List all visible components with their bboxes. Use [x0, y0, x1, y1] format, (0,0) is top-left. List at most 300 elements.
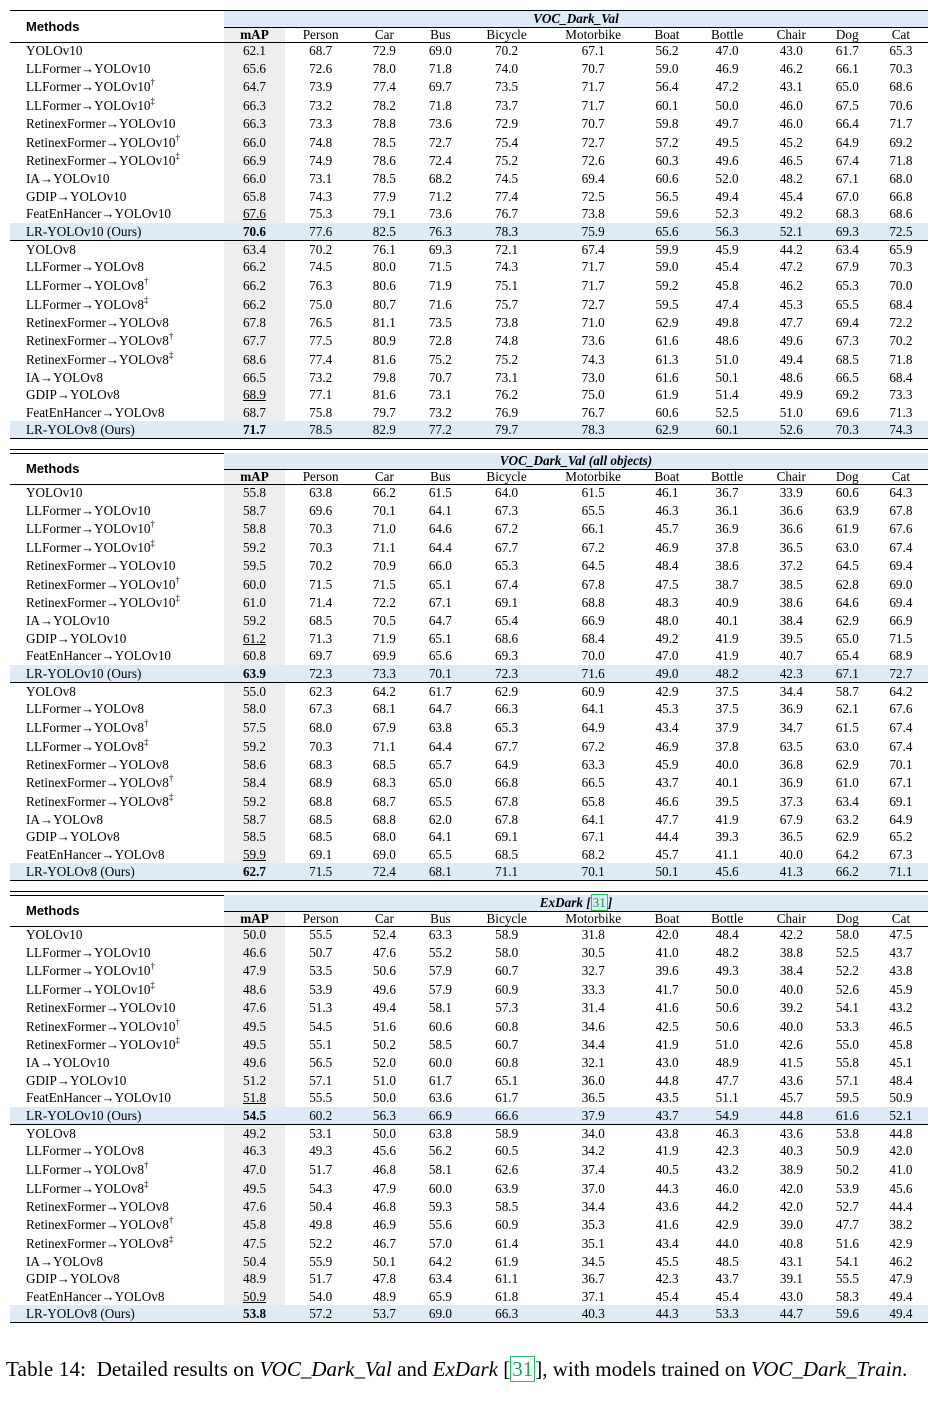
ap-value-dog: 61.5	[835, 719, 859, 735]
map-value: 49.5	[242, 1018, 267, 1034]
ap-value-bicycle: 70.2	[468, 42, 544, 59]
method-variant-mark: †	[143, 1159, 149, 1170]
ap-value-dog: 66.5	[835, 369, 859, 385]
ap-value-cat: 69.4	[889, 595, 913, 611]
ap-value-bottle: 46.0	[715, 1180, 739, 1196]
ap-value-bottle: 52.3	[715, 206, 739, 222]
map-value-cell	[224, 223, 285, 241]
ap-value-person: 78.5	[285, 421, 356, 439]
ap-value-bicycle: 74.8	[495, 333, 519, 349]
ap-value-bottle: 51.0	[715, 351, 739, 367]
method-name-cell	[10, 846, 224, 864]
ap-value-person: 68.7	[285, 42, 356, 59]
ap-value-dog: 64.2	[835, 846, 859, 862]
ap-value-chair: 49.9	[779, 387, 803, 403]
ap-value-bus: 73.2	[428, 404, 452, 420]
ap-value-car: 80.9	[372, 333, 396, 349]
column-header-bottle: Bottle	[710, 468, 744, 484]
ap-value-car: 48.9	[372, 1288, 396, 1304]
map-value-cell	[224, 612, 285, 630]
ap-value-car: 45.6	[372, 1143, 396, 1159]
ap-value-chair: 44.7	[762, 1305, 821, 1323]
map-value-cell	[224, 943, 285, 961]
ap-value-boat: 44.3	[642, 1305, 693, 1323]
ap-value-motorbike: 34.4	[581, 1037, 605, 1053]
ap-value-bicycle: 65.3	[495, 558, 519, 574]
ap-value-chair: 43.0	[779, 1288, 803, 1304]
ap-value-bus: 56.2	[428, 1143, 452, 1159]
ap-value-bicycle: 63.9	[495, 1180, 519, 1196]
ap-value-bicycle: 75.7	[495, 296, 519, 312]
method-name: FeatEnHancer→YOLOv10	[26, 648, 172, 664]
ap-value-car: 68.7	[372, 793, 396, 809]
table-row	[10, 188, 928, 206]
ap-value-car: 77.4	[372, 79, 396, 95]
ap-value-cat: 44.4	[889, 1198, 913, 1214]
ap-value-boat: 47.0	[655, 648, 679, 664]
ap-value-car: 73.3	[356, 665, 412, 683]
ap-value-bus: 65.6	[428, 648, 452, 664]
table-row	[10, 96, 928, 115]
map-value: 48.9	[242, 1271, 267, 1287]
ap-value-car: 47.8	[372, 1271, 396, 1287]
method-variant-mark: †	[175, 574, 180, 585]
ap-value-boat: 43.5	[655, 1090, 679, 1106]
ap-value-motorbike: 37.1	[581, 1288, 605, 1304]
ap-value-bus: 57.0	[428, 1235, 452, 1251]
ap-value-chair: 37.2	[779, 558, 803, 574]
ap-value-boat: 43.4	[655, 719, 679, 735]
method-name-cell	[10, 350, 224, 369]
map-value: 50.9	[242, 1288, 267, 1304]
column-header-car: Car	[374, 26, 394, 42]
ap-value-dog: 68.5	[835, 351, 859, 367]
ap-value-dog: 66.2	[821, 863, 874, 881]
ap-value-cat: 72.2	[889, 314, 913, 330]
method-name-cell	[10, 1017, 224, 1035]
ap-value-chair: 42.2	[762, 926, 821, 943]
ap-value-cat: 65.9	[874, 240, 928, 257]
map-value-cell	[224, 756, 285, 774]
ap-value-chair: 41.3	[762, 863, 821, 881]
method-name: YOLOv8	[26, 683, 76, 699]
ap-value-person: 71.5	[285, 863, 356, 881]
section-citation-link[interactable]: 31	[592, 895, 606, 911]
ap-value-bottle: 40.9	[715, 595, 739, 611]
section-title-row	[10, 895, 928, 911]
ap-value-cat: 45.8	[889, 1037, 913, 1053]
results-table-section	[10, 895, 928, 1323]
section-title: ExDark [ 31 ]	[224, 895, 928, 911]
map-value-cell	[224, 295, 285, 314]
ap-value-person: 72.3	[285, 665, 356, 683]
map-value-cell	[224, 926, 285, 943]
map-value: 58.8	[242, 521, 267, 537]
ap-value-motorbike: 37.0	[581, 1180, 605, 1196]
ap-value-bottle: 51.4	[715, 387, 739, 403]
table-row	[10, 557, 928, 575]
method-name-cell	[10, 1142, 224, 1160]
method-name: LR-YOLOv10 (Ours)	[26, 665, 142, 681]
map-header: mAP	[224, 469, 285, 484]
ap-value-chair: 46.2	[779, 277, 803, 293]
ap-value-dog: 62.9	[835, 756, 859, 772]
method-variant-mark: ‡	[143, 1178, 149, 1189]
table-row	[10, 151, 928, 170]
method-name-cell	[10, 1035, 224, 1054]
table-row	[10, 575, 928, 593]
ap-value-boat: 46.3	[655, 502, 679, 518]
ap-value-motorbike: 37.9	[545, 1107, 642, 1125]
ap-value-bottle: 43.7	[715, 1271, 739, 1287]
map-value-cell	[224, 404, 285, 422]
ap-value-car: 77.9	[372, 188, 396, 204]
ap-value-boat: 59.0	[655, 60, 679, 76]
ap-value-person: 68.5	[309, 829, 333, 845]
ap-value-chair: 52.1	[762, 223, 821, 241]
ap-value-bicycle: 62.6	[495, 1161, 519, 1177]
method-name-cell	[10, 386, 224, 404]
method-name: FeatEnHancer→YOLOv8	[26, 404, 165, 420]
ap-value-car: 76.1	[356, 240, 412, 257]
method-name-cell	[10, 295, 224, 314]
ap-value-chair: 34.4	[762, 682, 821, 699]
map-header: mAP	[224, 911, 285, 926]
ap-value-chair: 38.4	[779, 613, 803, 629]
ap-value-bus: 71.2	[428, 188, 452, 204]
ap-value-bicycle: 76.9	[495, 404, 519, 420]
ap-value-boat: 46.9	[655, 738, 679, 754]
ap-value-boat: 39.6	[655, 963, 679, 979]
ap-value-bus: 68.2	[428, 171, 452, 187]
ap-value-bottle: 54.9	[693, 1107, 762, 1125]
method-name-cell	[10, 1215, 224, 1233]
ap-value-bicycle: 61.7	[495, 1090, 519, 1106]
ap-value-chair: 46.0	[779, 98, 803, 114]
ap-value-dog: 59.6	[821, 1305, 874, 1323]
ap-value-car: 78.5	[372, 171, 396, 187]
method-variant-mark: ‡	[175, 1035, 180, 1046]
ap-value-bus: 72.8	[428, 333, 452, 349]
ap-value-bicycle: 58.9	[468, 1124, 544, 1141]
section-title-row	[10, 11, 928, 27]
ap-value-chair: 39.5	[779, 630, 803, 646]
ap-value-boat: 59.5	[655, 296, 679, 312]
ap-value-bottle: 49.8	[715, 314, 739, 330]
ap-value-bicycle: 67.8	[495, 811, 519, 827]
ap-value-boat: 60.3	[655, 153, 679, 169]
ap-value-car: 82.9	[356, 421, 412, 439]
ap-value-chair: 42.6	[779, 1037, 803, 1053]
ap-value-boat: 45.3	[655, 701, 679, 717]
ap-value-cat: 44.8	[874, 1124, 928, 1141]
caption-text: [	[497, 1357, 511, 1381]
map-value-cell	[224, 42, 285, 59]
map-value: 70.6	[242, 223, 267, 239]
map-value-cell	[224, 386, 285, 404]
method-name-cell	[10, 258, 224, 276]
ap-value-bicycle: 66.6	[468, 1107, 544, 1125]
ap-value-bus: 69.0	[412, 42, 468, 59]
ap-value-car: 71.1	[372, 738, 396, 754]
ap-value-dog: 50.2	[835, 1161, 859, 1177]
ap-value-boat: 45.5	[655, 1253, 679, 1269]
ap-value-car: 50.0	[372, 1090, 396, 1106]
ap-value-bicycle: 58.0	[495, 944, 519, 960]
ap-value-boat: 43.7	[655, 775, 679, 791]
ap-value-chair: 36.6	[779, 521, 803, 537]
method-name-cell	[10, 520, 224, 539]
ap-value-cat: 41.0	[889, 1161, 913, 1177]
method-name: RetinexFormer→YOLOv10	[26, 134, 176, 150]
ap-value-bus: 64.4	[428, 738, 452, 754]
map-value: 64.7	[242, 79, 267, 95]
ap-value-person: 69.7	[309, 648, 333, 664]
ap-value-boat: 42.3	[655, 1271, 679, 1287]
table-row	[10, 718, 928, 737]
ap-value-bus: 64.1	[428, 502, 452, 518]
method-name: LLFormer→YOLOv8	[26, 1161, 144, 1177]
map-value: 67.8	[242, 314, 267, 330]
method-name: RetinexFormer→YOLOv10	[26, 116, 176, 132]
ap-value-cat: 47.5	[874, 926, 928, 943]
method-name: RetinexFormer→YOLOv10	[26, 1037, 176, 1053]
method-variant-mark: ‡	[168, 349, 174, 360]
table-row	[10, 593, 928, 612]
ap-value-car: 52.0	[372, 1055, 396, 1071]
table-row	[10, 538, 928, 557]
ap-value-motorbike: 36.0	[581, 1072, 605, 1088]
map-value: 66.3	[242, 116, 267, 132]
ap-value-motorbike: 67.1	[545, 42, 642, 59]
ap-value-chair: 40.0	[779, 846, 803, 862]
ap-value-bus: 65.1	[428, 630, 452, 646]
ap-value-bicycle: 69.1	[495, 829, 519, 845]
map-value: 68.7	[242, 404, 267, 420]
ap-value-bottle: 47.2	[715, 79, 739, 95]
ap-value-bicycle: 62.9	[468, 682, 544, 699]
method-name-cell	[10, 223, 224, 241]
map-value-cell	[224, 1305, 285, 1323]
ap-value-cat: 72.5	[874, 223, 928, 241]
ap-value-cat: 67.3	[889, 846, 913, 862]
ap-value-dog: 59.5	[835, 1090, 859, 1106]
ap-value-motorbike: 30.5	[581, 944, 605, 960]
ap-value-boat: 45.7	[655, 521, 679, 537]
ap-value-dog: 62.1	[835, 701, 859, 717]
ap-value-cat: 70.6	[889, 98, 913, 114]
method-name: LR-YOLOv10 (Ours)	[26, 223, 142, 239]
map-value: 59.5	[242, 558, 267, 574]
ap-value-bottle: 40.1	[715, 613, 739, 629]
method-name-cell	[10, 926, 224, 943]
ap-value-bus: 76.3	[412, 223, 468, 241]
caption-dataset-train: VOC_Dark_Train	[751, 1357, 903, 1381]
ap-value-person: 53.1	[285, 1124, 356, 1141]
ap-value-cat: 42.9	[889, 1235, 913, 1251]
ap-value-motorbike: 65.8	[581, 793, 605, 809]
ap-value-motorbike: 40.3	[545, 1305, 642, 1323]
ap-value-bottle: 49.5	[715, 134, 739, 150]
ap-value-person: 54.3	[309, 1180, 333, 1196]
ap-value-motorbike: 68.2	[581, 846, 605, 862]
method-name-cell	[10, 240, 224, 257]
ap-value-motorbike: 34.0	[545, 1124, 642, 1141]
ap-value-person: 73.3	[309, 116, 333, 132]
ap-value-cat: 43.7	[889, 944, 913, 960]
ap-value-chair: 36.9	[779, 775, 803, 791]
ap-value-person: 57.2	[285, 1305, 356, 1323]
ap-value-bicycle: 65.4	[495, 613, 519, 629]
ap-value-dog: 69.3	[821, 223, 874, 241]
ap-value-car: 78.8	[372, 116, 396, 132]
method-name: LR-YOLOv8 (Ours)	[26, 864, 135, 880]
ap-value-bus: 55.2	[428, 944, 452, 960]
ap-value-bus: 58.1	[428, 1161, 452, 1177]
ap-value-motorbike: 68.8	[581, 595, 605, 611]
ap-value-bus: 61.5	[412, 484, 468, 501]
ap-value-person: 74.5	[309, 259, 333, 275]
map-value-cell	[224, 1124, 285, 1141]
ap-value-motorbike: 32.7	[581, 963, 605, 979]
ap-value-dog: 67.1	[821, 665, 874, 683]
ap-value-car: 81.6	[372, 387, 396, 403]
ap-value-motorbike: 75.0	[581, 387, 605, 403]
ap-value-person: 74.3	[309, 188, 333, 204]
ap-value-boat: 61.9	[655, 387, 679, 403]
ap-value-car: 51.6	[372, 1018, 396, 1034]
ap-value-car: 72.4	[356, 863, 412, 881]
ap-value-chair: 45.3	[779, 296, 803, 312]
map-value: 47.9	[242, 963, 267, 979]
ap-value-boat: 59.6	[655, 206, 679, 222]
ap-value-cat: 68.9	[889, 648, 913, 664]
method-name: LLFormer→YOLOv10	[26, 982, 151, 998]
ap-value-dog: 63.4	[835, 793, 859, 809]
map-value: 50.4	[242, 1253, 267, 1269]
ap-value-boat: 42.5	[655, 1018, 679, 1034]
ap-value-motorbike: 63.3	[581, 756, 605, 772]
map-value-cell	[224, 828, 285, 846]
method-name-cell	[10, 331, 224, 349]
table-row	[10, 484, 928, 501]
ap-value-person: 70.3	[309, 540, 333, 556]
ap-value-car: 72.9	[356, 42, 412, 59]
ap-value-person: 68.5	[309, 613, 333, 629]
ap-value-motorbike: 70.7	[581, 60, 605, 76]
ap-value-cat: 71.1	[874, 863, 928, 881]
ap-value-car: 49.6	[372, 982, 396, 998]
column-header-bicycle: Bicycle	[486, 26, 527, 42]
method-name: IA→YOLOv10	[26, 613, 110, 629]
ap-value-person: 50.7	[309, 944, 333, 960]
ap-value-car: 78.6	[372, 153, 396, 169]
map-value: 66.3	[242, 98, 267, 114]
table-row	[10, 276, 928, 295]
map-value: 59.2	[242, 738, 267, 754]
ap-value-person: 74.8	[309, 134, 333, 150]
ap-value-person: 71.5	[309, 576, 333, 592]
column-header-dog: Dog	[835, 468, 859, 484]
ap-value-car: 47.9	[372, 1180, 396, 1196]
ap-value-motorbike: 71.7	[581, 79, 605, 95]
ap-value-motorbike: 67.8	[581, 576, 605, 592]
ap-value-person: 55.9	[309, 1253, 333, 1269]
ap-value-bottle: 37.8	[715, 540, 739, 556]
ap-value-motorbike: 32.1	[581, 1055, 605, 1071]
ap-value-chair: 38.9	[779, 1161, 803, 1177]
ap-value-cat: 65.2	[889, 829, 913, 845]
method-name-cell	[10, 42, 224, 59]
ap-value-chair: 45.7	[779, 1090, 803, 1106]
ap-value-bus: 64.7	[428, 613, 452, 629]
ap-value-car: 68.8	[372, 811, 396, 827]
ap-value-chair: 41.5	[779, 1055, 803, 1071]
ap-value-chair: 52.6	[762, 421, 821, 439]
ap-value-car: 78.2	[372, 98, 396, 114]
ap-value-cat: 50.9	[889, 1090, 913, 1106]
ap-value-dog: 52.5	[835, 944, 859, 960]
method-name: LLFormer→YOLOv10	[26, 521, 151, 537]
ap-value-bottle: 49.4	[715, 188, 739, 204]
ap-value-bottle: 45.4	[715, 1288, 739, 1304]
ap-value-cat: 72.7	[874, 665, 928, 683]
table-row	[10, 115, 928, 133]
ap-value-bicycle: 75.2	[495, 153, 519, 169]
ap-value-boat: 59.9	[642, 240, 693, 257]
ap-value-cat: 71.3	[889, 404, 913, 420]
ap-value-chair: 43.1	[779, 79, 803, 95]
ap-value-car: 68.5	[372, 756, 396, 772]
ap-value-bicycle: 74.0	[495, 60, 519, 76]
ap-value-chair: 47.7	[779, 314, 803, 330]
ap-value-bottle: 40.1	[715, 775, 739, 791]
map-value-cell	[224, 1288, 285, 1306]
ap-value-bicycle: 68.5	[495, 846, 519, 862]
table-row	[10, 295, 928, 314]
ap-value-boat: 44.3	[655, 1180, 679, 1196]
ap-value-dog: 61.7	[821, 42, 874, 59]
ap-value-dog: 53.3	[835, 1018, 859, 1034]
ap-value-car: 79.8	[372, 369, 396, 385]
ap-value-motorbike: 72.6	[581, 153, 605, 169]
caption-citation-link[interactable]: 31	[512, 1357, 534, 1381]
ap-value-cat: 45.6	[889, 1180, 913, 1196]
ap-value-dog: 65.3	[835, 277, 859, 293]
ap-value-dog: 65.5	[835, 296, 859, 312]
ap-value-dog: 58.0	[821, 926, 874, 943]
ap-value-cat: 67.4	[889, 540, 913, 556]
ap-value-chair: 43.0	[762, 42, 821, 59]
ap-value-boat: 41.7	[655, 982, 679, 998]
ap-value-dog: 67.5	[835, 98, 859, 114]
method-name-cell	[10, 115, 224, 133]
method-name: RetinexFormer→YOLOv8	[26, 793, 169, 809]
ap-value-bottle: 56.3	[692, 223, 761, 241]
ap-value-bus: 64.1	[428, 829, 452, 845]
ap-value-bottle: 53.3	[693, 1305, 762, 1323]
ap-value-bottle: 37.8	[715, 738, 739, 754]
method-name-cell	[10, 421, 224, 439]
ap-value-person: 56.5	[309, 1055, 333, 1071]
ap-value-dog: 62.9	[835, 829, 859, 845]
method-name-cell	[10, 205, 224, 223]
map-value-cell	[224, 151, 285, 170]
table-row	[10, 386, 928, 404]
column-header-cat: Cat	[891, 468, 911, 484]
ap-value-chair: 38.4	[779, 963, 803, 979]
column-header-person: Person	[302, 26, 339, 42]
